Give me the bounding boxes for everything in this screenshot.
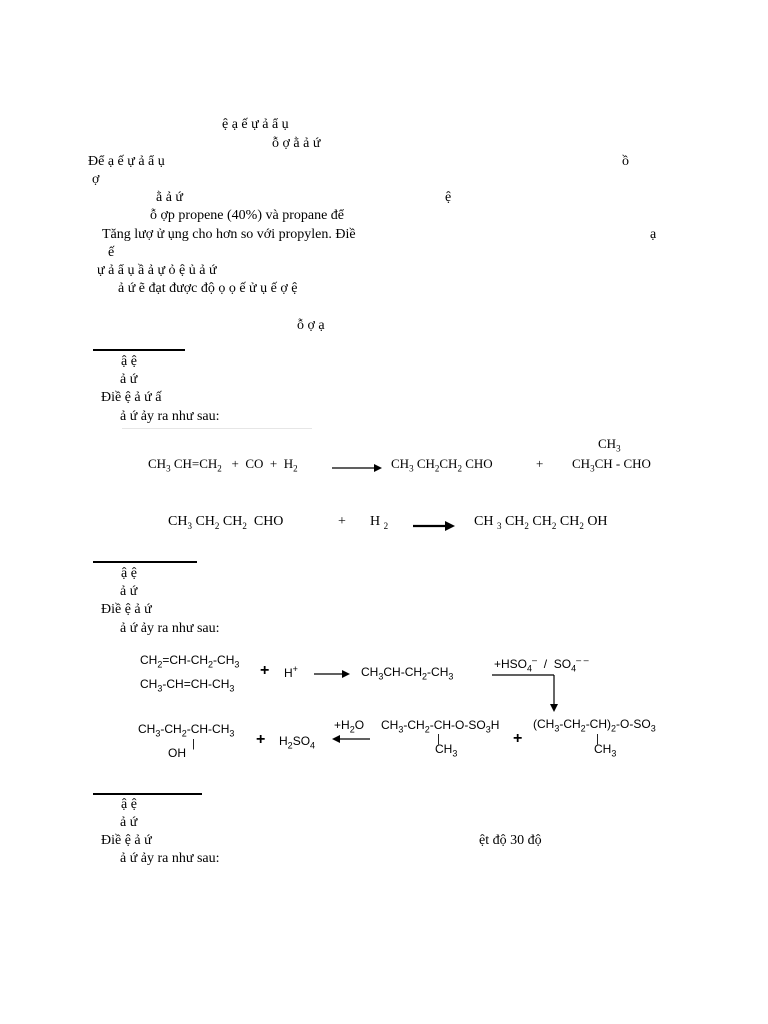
reaction-3-arrow-3 (332, 734, 372, 744)
para-line-1-end: ồ (622, 154, 629, 169)
section-3-line-1: ậ ệ (121, 797, 137, 812)
reaction-3-hydroxyl: OH (168, 746, 186, 760)
reaction-2-arrow (413, 521, 455, 531)
section-1-line-2: ả ứ (120, 372, 138, 387)
reaction-3-carbocation: $CH_3CH-CH_2-CH_3$ (361, 665, 454, 682)
para-line-5: Tăng lượ ử ụng cho hơn so với propylen. Điề (102, 227, 356, 242)
para-line-4: ỗ ợp propene (40%) và propane để (150, 208, 344, 223)
section-1-line-3: Điề ệ ả ứ ấ (101, 390, 162, 405)
reaction-3-reagent: $+HSO_4^- / SO_4^{- -}$ (494, 655, 589, 674)
faint-underline (122, 428, 312, 429)
reaction-3-sulfuric-acid: $H_2SO_4$ (279, 734, 316, 751)
reaction-1-branch: $CH_3$ (598, 436, 621, 454)
reaction-2-product: CH $_3$ $CH_2$ $CH_2$ $CH_2$ OH (474, 514, 608, 531)
para-line-8: ả ứ ẽ đạt được độ ọ ọ ế ử ụ ế ợ ệ (118, 281, 298, 296)
reaction-3-reactant-a: $CH_2=CH-CH_2-CH_3$ (140, 653, 240, 670)
section-3-rule (93, 793, 202, 795)
reaction-3-water: $+H_2O$ (334, 718, 365, 735)
reaction-1-product-1: $CH_3$ $CH_2CH_2$ CHO (391, 456, 493, 474)
reaction-3-mid-methyl: $CH_3$ (435, 742, 458, 759)
reaction-3-plus-2: + (256, 731, 266, 748)
reaction-2-reactant: $CH_3$ $CH_2$ $CH_2$ CHO (168, 514, 284, 531)
reaction-1-arrow (332, 463, 382, 473)
section-1-line-4: ả ứ ảy ra như sau: (120, 409, 220, 424)
section-3-line-3: Điề ệ ả ứ (101, 833, 152, 848)
section-1-rule (93, 349, 185, 351)
reaction-1-product-2: $CH_3CH$ - CHO (572, 456, 651, 474)
reaction-3-dialkyl-sulfate: $(CH_3-CH_2-CH)_2-O-SO_3$ (533, 717, 656, 734)
reaction-3-right-branch: | (596, 733, 599, 745)
section-1-line-1: ậ ệ (121, 354, 137, 369)
reaction-3-arrow-2 (490, 670, 560, 714)
para-line-3-end: ệ (445, 190, 452, 205)
section-2-rule (93, 561, 197, 563)
title-line-2: ỗ ợ ằ ả ứ (272, 136, 321, 151)
reaction-3-proton: H+ (284, 664, 298, 680)
para-line-6: ế (108, 245, 115, 260)
section-3-line-3-end: ệt độ 30 độ (479, 833, 542, 848)
reaction-3-reactant-b: $CH_3-CH=CH-CH_3$ (140, 677, 235, 694)
para-line-3: ằ ả ứ (156, 190, 184, 205)
section-3-line-2: ả ứ (120, 815, 138, 830)
reaction-2-plus: + (338, 514, 346, 529)
reaction-1-plus: + (536, 456, 544, 471)
reaction-3-arrow-1 (314, 669, 350, 679)
reaction-3-hydrogen-sulfate: $CH_3-CH_2-CH-O-SO_3H$ (381, 718, 500, 735)
para-line-1: Để ạ ế ự ả ẩ ụ (88, 154, 165, 169)
reaction-3-butanol: $CH_3-CH_2-CH-CH_3$ (138, 722, 235, 739)
reaction-3-butanol-branch: | (192, 738, 195, 750)
reaction-3-right-methyl: $CH_3$ (594, 742, 617, 759)
para-line-2: ợ (92, 172, 100, 187)
para-line-7: ự ả ẩ ụ ầ ả ự ỏ ệ ủ ả ứ (97, 263, 217, 278)
reaction-2-hydrogen: H $_2$ (370, 514, 389, 531)
section-2-line-2: ả ứ (120, 584, 138, 599)
section-2-line-1: ậ ệ (121, 566, 137, 581)
reaction-3-plus-3: + (513, 730, 523, 747)
reaction-3-mid-branch: | (437, 733, 440, 745)
title-line-1: ệ ạ ế ự ả ẩ ụ (222, 117, 289, 132)
section-3-line-4: ả ứ ảy ra như sau: (120, 851, 220, 866)
reaction-3-plus-1: + (260, 662, 270, 679)
section-2-line-3: Điề ệ ả ứ (101, 602, 152, 617)
reaction-1-reactants: $CH_3$ $CH=CH_2$ + CO + $H_2$ (148, 456, 298, 474)
section-2-line-4: ả ứ ảy ra như sau: (120, 621, 220, 636)
section-heading: ỗ ợ ạ (297, 318, 325, 333)
para-line-5-end: ạ (650, 227, 657, 242)
